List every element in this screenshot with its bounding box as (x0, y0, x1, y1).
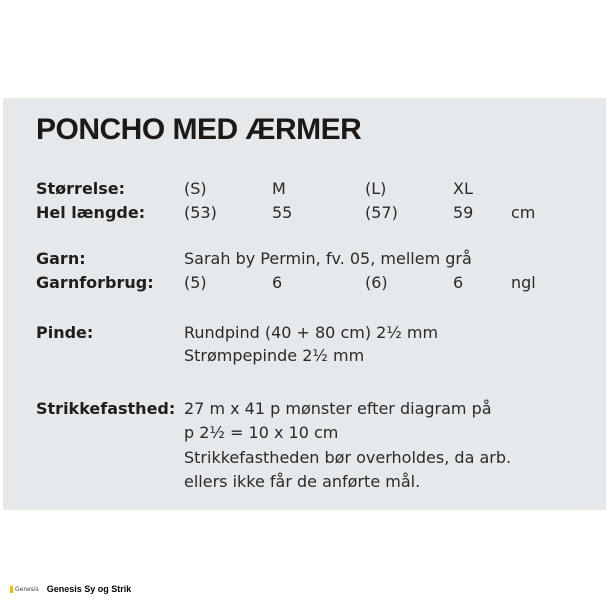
gauge-label: Strikkefasthed: (36, 399, 176, 418)
gauge-line: 27 m x 41 p mønster efter diagram på (184, 399, 492, 418)
gauge-line: Strikkefastheden bør overholdes, da arb. (184, 448, 512, 467)
yarn-use-l: (6) (365, 273, 388, 292)
genesis-logo-icon: Genesis (10, 586, 39, 593)
yarn-use-m: 6 (272, 273, 283, 292)
length-l: (57) (365, 203, 398, 222)
brand-name: Genesis Sy og Strik (46, 584, 132, 594)
page-title: PONCHO MED ÆRMER (36, 113, 362, 146)
length-xl: 59 (453, 203, 474, 222)
needles-line: Strømpepinde 2½ mm (184, 346, 365, 365)
sizes-label: Størrelse: (36, 179, 126, 198)
size-xl: XL (453, 179, 473, 198)
yarn-use-s: (5) (184, 273, 207, 292)
footer-brand (10, 584, 131, 594)
gauge-line: ellers ikke får de anførte mål. (184, 472, 421, 491)
yarn-use-unit: ngl (511, 273, 536, 292)
length-m: 55 (272, 203, 293, 222)
yarn-label: Garn: (36, 249, 86, 268)
yarn-use-xl: 6 (453, 273, 464, 292)
yarn-use-label: Garnforbrug: (36, 273, 154, 292)
needles-line: Rundpind (40 + 80 cm) 2½ mm (184, 323, 439, 342)
gauge-line: p 2½ = 10 x 10 cm (184, 423, 339, 442)
size-m: M (272, 179, 286, 198)
size-s: (S) (184, 179, 207, 198)
length-label: Hel længde: (36, 203, 146, 222)
size-l: (L) (365, 179, 387, 198)
needles-label: Pinde: (36, 323, 94, 342)
length-s: (53) (184, 203, 217, 222)
length-unit: cm (511, 203, 536, 222)
yarn-value: Sarah by Permin, fv. 05, mellem grå (184, 249, 472, 268)
